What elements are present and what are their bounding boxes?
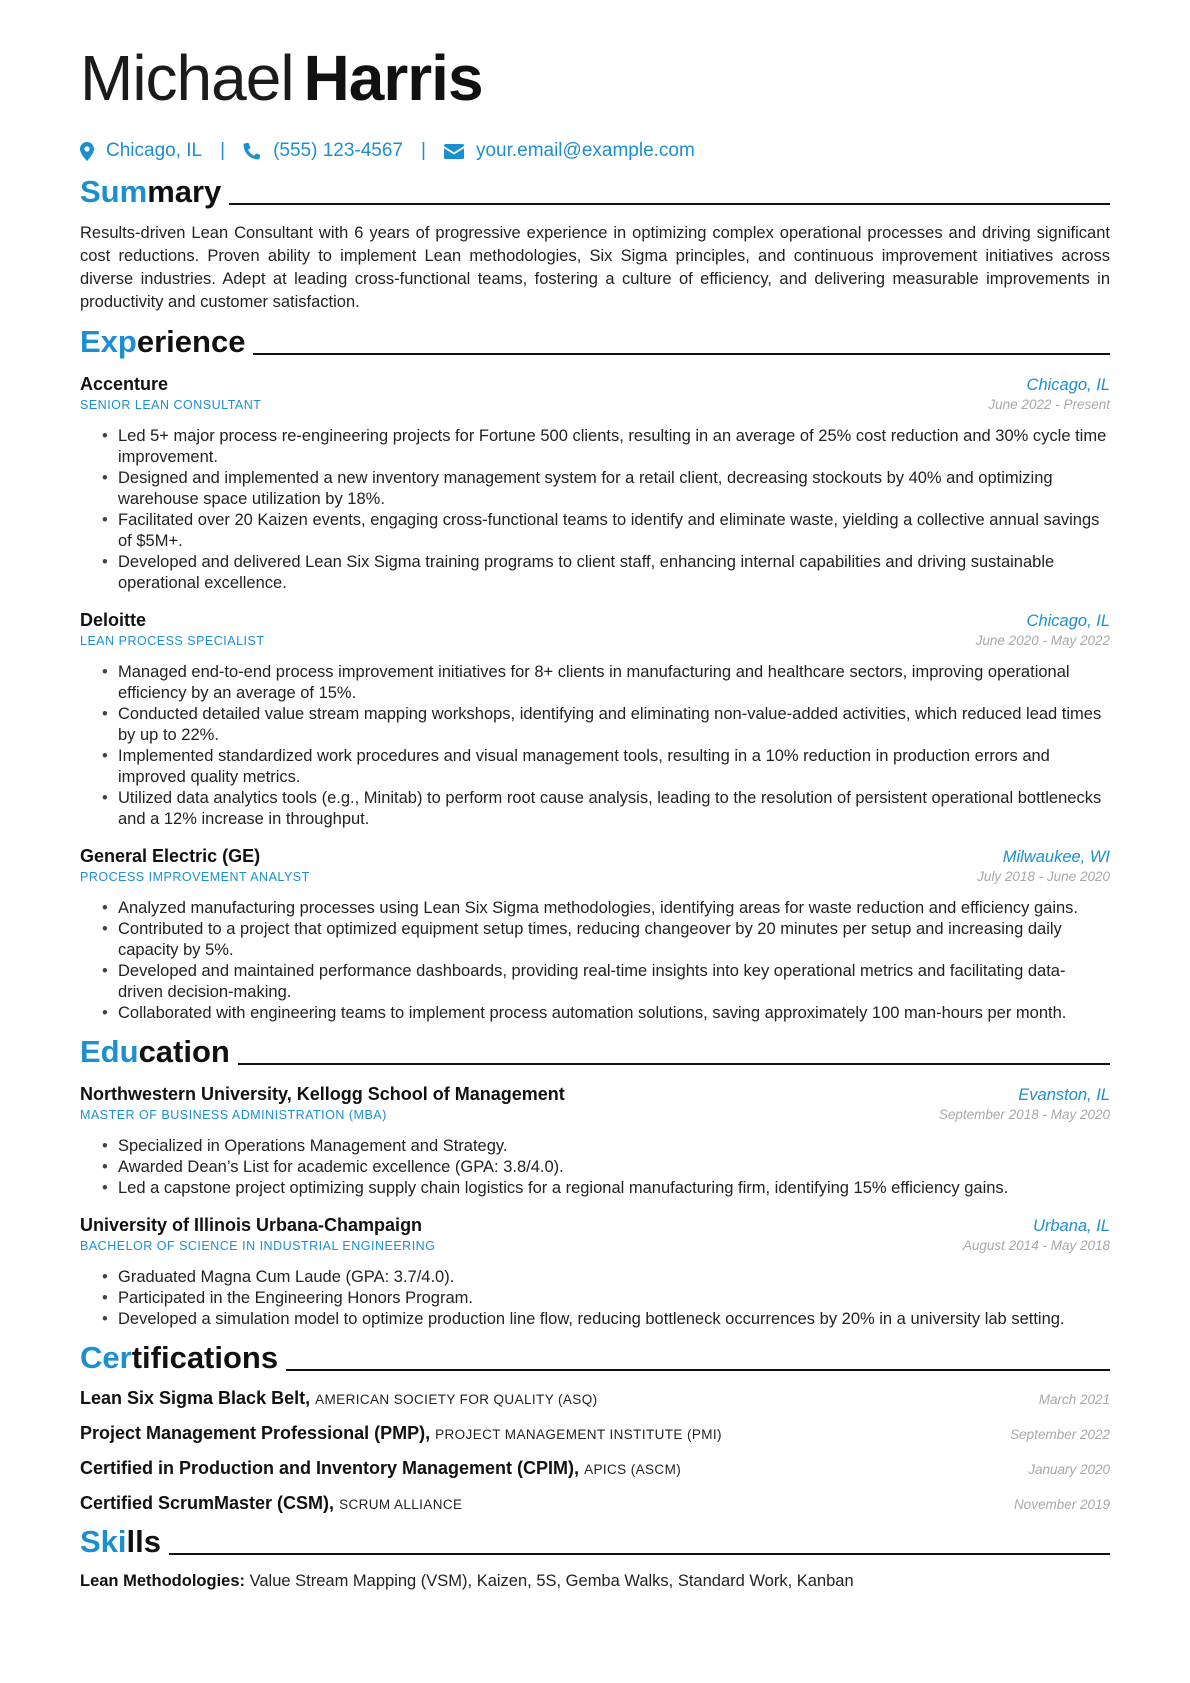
bullet-item: • Contributed to a project that optimized equipment setup times, reducing changeover by 20 minutes per setup and increasing daily capacity by 5%. bbox=[80, 919, 1110, 961]
skill-row bbox=[80, 1572, 1110, 1591]
bullet-item: • Participated in the Engineering Honors Program. bbox=[80, 1288, 1110, 1309]
bullet-item: • Designed and implemented a new inventory management system for a retail client, decreasing stockouts by 40% and optimizing warehouse space utilization by 18%. bbox=[80, 468, 1110, 510]
contact-location bbox=[80, 140, 202, 162]
section-rule bbox=[253, 353, 1110, 355]
entry-org: University of Illinois Urbana-Champaign bbox=[80, 1215, 423, 1235]
cert-date: November 2019 bbox=[1013, 1497, 1110, 1512]
bullet-item: • Developed a simulation model to optimize production line flow, reducing bottleneck occurrences by 20% in a university lab setting. bbox=[80, 1309, 1110, 1330]
bullet-item: • Analyzed manufacturing processes using Lean Six Sigma methodologies, identifying areas for waste reduction and efficiency gains. bbox=[80, 898, 1110, 919]
bullet-item: • Utilized data analytics tools (e.g., Minitab) to perform root cause analysis, leading to the resolution of persistent operational bottlenecks and a 12% increase in throughput. bbox=[80, 788, 1110, 830]
entry-role: PROCESS IMPROVEMENT ANALYST bbox=[80, 870, 310, 884]
entry-org: General Electric (GE) bbox=[80, 846, 261, 866]
entry-role: SENIOR LEAN CONSULTANT bbox=[80, 398, 262, 412]
section-summary-heading: Summary bbox=[80, 174, 1110, 210]
bullet-item: • Collaborated with engineering teams to implement process automation solutions, saving approximately 100 man-hours per month. bbox=[80, 1003, 1110, 1024]
map-pin-icon bbox=[80, 142, 94, 161]
contact-separator: | bbox=[220, 140, 226, 161]
bullet-item: • Managed end-to-end process improvement initiatives for 8+ clients in manufacturing and healthcare sectors, improving operational efficiency by an average of 15%. bbox=[80, 662, 1110, 704]
bullet-item: • Led 5+ major process re-engineering projects for Fortune 500 clients, resulting in an average of 25% cost reduction and 30% cycle time improvement. bbox=[80, 426, 1110, 468]
section-experience-heading: Experience bbox=[80, 324, 1110, 360]
cert-name: Certified in Production and Inventory Management (CPIM) bbox=[80, 1458, 575, 1478]
cert-date: January 2020 bbox=[1028, 1462, 1110, 1477]
cert-issuer: AMERICAN SOCIETY FOR QUALITY (ASQ) bbox=[315, 1392, 598, 1407]
bullet-item: • Awarded Dean’s List for academic excellence (GPA: 3.8/4.0). bbox=[80, 1157, 1110, 1178]
entry-location: Chicago, IL bbox=[1026, 612, 1110, 630]
education-entry bbox=[80, 1084, 1110, 1199]
entry-role: LEAN PROCESS SPECIALIST bbox=[80, 634, 265, 648]
certification-item: Certified in Production and Inventory Management (CPIM), APICS (ASCM) January 2020 bbox=[80, 1458, 1110, 1478]
section-education-heading: Education bbox=[80, 1034, 1110, 1070]
cert-name: Lean Six Sigma Black Belt bbox=[80, 1388, 306, 1408]
first-name: Michael bbox=[80, 42, 294, 114]
summary-text: Results-driven Lean Consultant with 6 years of progressive experience in optimizing complex operational processes and driving significant cost reductions. Proven ability to implement Lean methodologies, Six Sigma principles, and continuous improvement initiatives across diverse industries. Adept at leading cross-functional teams, fostering a culture of efficiency, and delivering measurable improvements in productivity and customer satisfaction. bbox=[80, 224, 1110, 311]
bullet-item: • Led a capstone project optimizing supply chain logistics for a regional manufacturing firm, identifying 15% efficiency gains. bbox=[80, 1178, 1110, 1199]
email-text: your.email@example.com bbox=[475, 140, 695, 161]
bullet-item: • Developed and maintained performance dashboards, providing real-time insights into key operational metrics and facilitating data-driven decision-making. bbox=[80, 961, 1110, 1003]
entry-dates: June 2020 - May 2022 bbox=[975, 633, 1110, 648]
education-list bbox=[80, 1084, 1110, 1330]
bullet-list bbox=[80, 1136, 1110, 1199]
entry-org: Deloitte bbox=[80, 610, 147, 630]
entry-dates: August 2014 - May 2018 bbox=[962, 1238, 1110, 1253]
cert-issuer: APICS (ASCM) bbox=[584, 1462, 682, 1477]
envelope-icon bbox=[444, 144, 464, 159]
entry-role: BACHELOR OF SCIENCE IN INDUSTRIAL ENGINEERING bbox=[80, 1239, 436, 1253]
entry-location: Evanston, IL bbox=[1018, 1086, 1110, 1104]
candidate-name bbox=[80, 38, 1110, 118]
entry-role: MASTER OF BUSINESS ADMINISTRATION (MBA) bbox=[80, 1108, 387, 1122]
entry-location: Chicago, IL bbox=[1026, 376, 1110, 394]
cert-name: Certified ScrumMaster (CSM) bbox=[80, 1493, 330, 1513]
entry-org: Northwestern University, Kellogg School of Management bbox=[80, 1084, 565, 1104]
bullet-list bbox=[80, 662, 1110, 830]
certification-item: Lean Six Sigma Black Belt, AMERICAN SOCIETY FOR QUALITY (ASQ) March 2021 bbox=[80, 1388, 1110, 1408]
location-text: Chicago, IL bbox=[106, 140, 203, 161]
entry-org: Accenture bbox=[80, 374, 169, 394]
cert-issuer: SCRUM ALLIANCE bbox=[339, 1497, 463, 1512]
certification-item: Certified ScrumMaster (CSM), SCRUM ALLIANCE November 2019 bbox=[80, 1493, 1110, 1513]
section-certifications-heading: Certifications bbox=[80, 1340, 1110, 1376]
cert-issuer: PROJECT MANAGEMENT INSTITUTE (PMI) bbox=[435, 1427, 722, 1442]
experience-entry bbox=[80, 374, 1110, 594]
entry-dates: June 2022 - Present bbox=[988, 397, 1110, 412]
experience-list bbox=[80, 374, 1110, 1024]
certification-list bbox=[80, 1388, 1110, 1514]
phone-icon bbox=[243, 142, 261, 160]
entry-location: Urbana, IL bbox=[1032, 1217, 1110, 1235]
bullet-item: • Graduated Magna Cum Laude (GPA: 3.7/4.0). bbox=[80, 1267, 1110, 1288]
section-skills-heading: Skills bbox=[80, 1524, 1110, 1560]
cert-date: March 2021 bbox=[1038, 1392, 1110, 1407]
bullet-item: • Developed and delivered Lean Six Sigma training programs to client staff, enhancing internal capabilities and driving sustainable operational excellence. bbox=[80, 552, 1110, 594]
certification-item: Project Management Professional (PMP), PROJECT MANAGEMENT INSTITUTE (PMI) September 2022 bbox=[80, 1423, 1110, 1443]
contact-email[interactable] bbox=[444, 140, 695, 162]
experience-entry bbox=[80, 610, 1110, 830]
section-rule bbox=[169, 1553, 1110, 1555]
skill-value: Value Stream Mapping (VSM), Kaizen, 5S, Gemba Walks, Standard Work, Kanban bbox=[249, 1572, 854, 1590]
phone-text: (555) 123-4567 bbox=[273, 140, 403, 161]
bullet-list bbox=[80, 1267, 1110, 1330]
bullet-item: • Specialized in Operations Management and Strategy. bbox=[80, 1136, 1110, 1157]
section-rule bbox=[229, 203, 1110, 205]
contact-separator: | bbox=[421, 140, 426, 161]
section-rule bbox=[238, 1063, 1110, 1065]
bullet-item: • Facilitated over 20 Kaizen events, engaging cross-functional teams to identify and eliminate waste, yielding a collective annual savings of $5M+. bbox=[80, 510, 1110, 552]
experience-entry bbox=[80, 846, 1110, 1024]
contact-phone[interactable] bbox=[243, 140, 403, 162]
section-rule bbox=[286, 1369, 1110, 1371]
last-name: Harris bbox=[303, 42, 483, 114]
bullet-item: • Implemented standardized work procedures and visual management tools, resulting in a 10% reduction in production errors and improved quality metrics. bbox=[80, 746, 1110, 788]
contact-line bbox=[80, 140, 1110, 162]
skill-label: Lean Methodologies: bbox=[80, 1572, 245, 1590]
entry-dates: September 2018 - May 2020 bbox=[938, 1107, 1110, 1122]
bullet-list bbox=[80, 426, 1110, 594]
entry-dates: July 2018 - June 2020 bbox=[977, 869, 1110, 884]
education-entry bbox=[80, 1215, 1110, 1330]
cert-name: Project Management Professional (PMP) bbox=[80, 1423, 426, 1443]
bullet-list bbox=[80, 898, 1110, 1024]
entry-location: Milwaukee, WI bbox=[1002, 848, 1110, 866]
bullet-item: • Conducted detailed value stream mapping workshops, identifying and eliminating non-value-added activities, which reduced lead times by up to 22%. bbox=[80, 704, 1110, 746]
cert-date: September 2022 bbox=[1010, 1427, 1110, 1442]
